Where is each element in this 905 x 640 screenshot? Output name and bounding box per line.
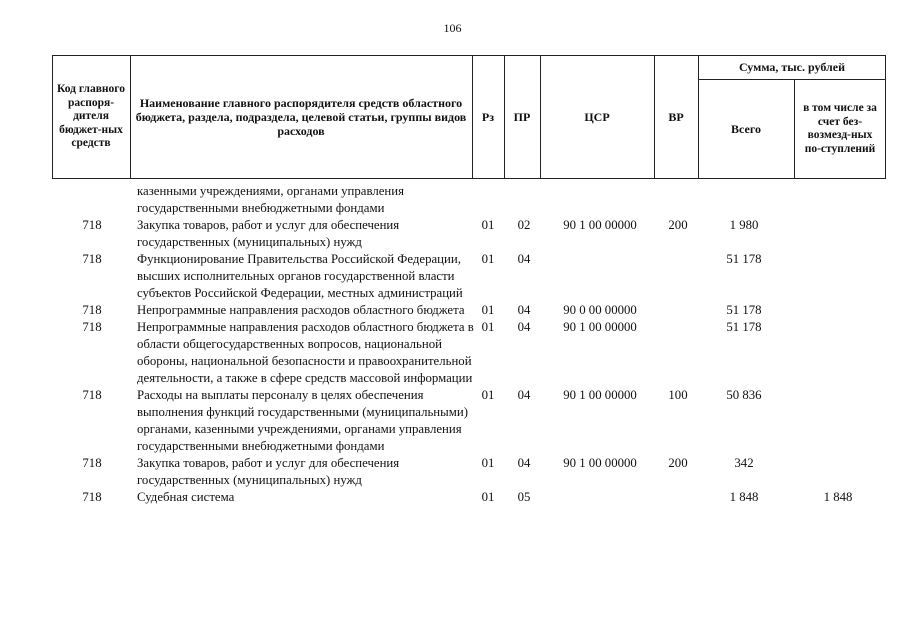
cell-pr: 04 [517,388,531,402]
header-free: в том числе за счет без-возмезд-ных по-ступлений [803,102,877,155]
cell-vr: 200 [668,456,688,470]
cell-name: Закупка товаров, работ и услуг для обеспечения государственных (муниципальных) нужд [137,218,400,249]
table-row [0,319,905,387]
table-row [0,455,905,489]
cell-csr: 90 1 00 00000 [563,218,637,232]
table-row [0,302,905,319]
header-csr: ЦСР [584,110,610,124]
header-vr: ВР [668,110,684,124]
cell-total: 51 178 [726,320,762,334]
header-name: Наименование главного распорядителя средств областного бюджета, раздела, подраздела, целевой статьи, группы видов расходов [135,96,467,138]
table-row [0,251,905,302]
cell-name: Функционирование Правительства Российской Федерации, высших исполнительных органов государственной власти субъектов Российской Федерации, местных администраций [137,252,463,300]
header-total: Всего [731,122,761,136]
page-number: 106 [443,21,462,35]
cell-name: Непрограммные направления расходов областного бюджета [137,303,465,317]
cell-csr: 90 1 00 00000 [563,320,637,334]
cell-rz: 01 [481,218,495,232]
cell-code: 718 [82,303,102,317]
cell-name: Закупка товаров, работ и услуг для обеспечения государственных (муниципальных) нужд [137,456,400,487]
header-sum: Сумма, тыс. рублей [738,60,846,74]
cell-free: 1 848 [823,490,853,504]
cell-pr: 04 [517,303,531,317]
header-pr: ПР [513,110,531,124]
cell-code: 718 [82,490,102,504]
header-rz: Рз [481,110,495,124]
cell-rz: 01 [481,490,495,504]
cell-code: 718 [82,456,102,470]
cell-name: Непрограммные направления расходов областного бюджета в области общегосударственных вопросов, национальной обороны, национальной безопасности и правоохранительной деятельности, а также в сфере средств массовой информации [137,320,474,385]
cell-total: 51 178 [726,303,762,317]
cell-pr: 05 [517,490,531,504]
cell-rz: 01 [481,456,495,470]
cell-rz: 01 [481,252,495,266]
cell-total: 1 980 [729,218,759,232]
cell-csr: 90 1 00 00000 [563,388,637,402]
cell-csr: 90 0 00 00000 [563,303,637,317]
table-row [0,387,905,455]
cell-name: Судебная система [137,490,235,504]
cell-total: 50 836 [726,388,762,402]
cell-csr: 90 1 00 00000 [563,456,637,470]
cell-total: 51 178 [726,252,762,266]
cell-pr: 02 [517,218,531,232]
cell-rz: 01 [481,303,495,317]
cell-pr: 04 [517,320,531,334]
cell-total: 342 [734,456,754,470]
cell-code: 718 [82,388,102,402]
table-row [0,489,905,506]
cell-code: 718 [82,252,102,266]
cell-rz: 01 [481,388,495,402]
table-row [0,217,905,251]
cell-vr: 200 [668,218,688,232]
table-body [0,183,905,506]
cell-code: 718 [82,218,102,232]
cell-code: 718 [82,320,102,334]
cell-total: 1 848 [729,490,759,504]
cell-name: казенными учреждениями, органами управления государственными внебюджетными фондами [137,184,404,215]
table-row [0,183,905,217]
cell-rz: 01 [481,320,495,334]
cell-vr: 100 [668,388,688,402]
cell-pr: 04 [517,456,531,470]
cell-name: Расходы на выплаты персоналу в целях обеспечения выполнения функций государственными (муниципальными) органами, казенными учреждениями, органами управления государственными внебюджетными фондами [137,388,468,453]
header-code: Код главного распоря-дителя бюджет-ных средств [57,83,125,150]
cell-pr: 04 [517,252,531,266]
